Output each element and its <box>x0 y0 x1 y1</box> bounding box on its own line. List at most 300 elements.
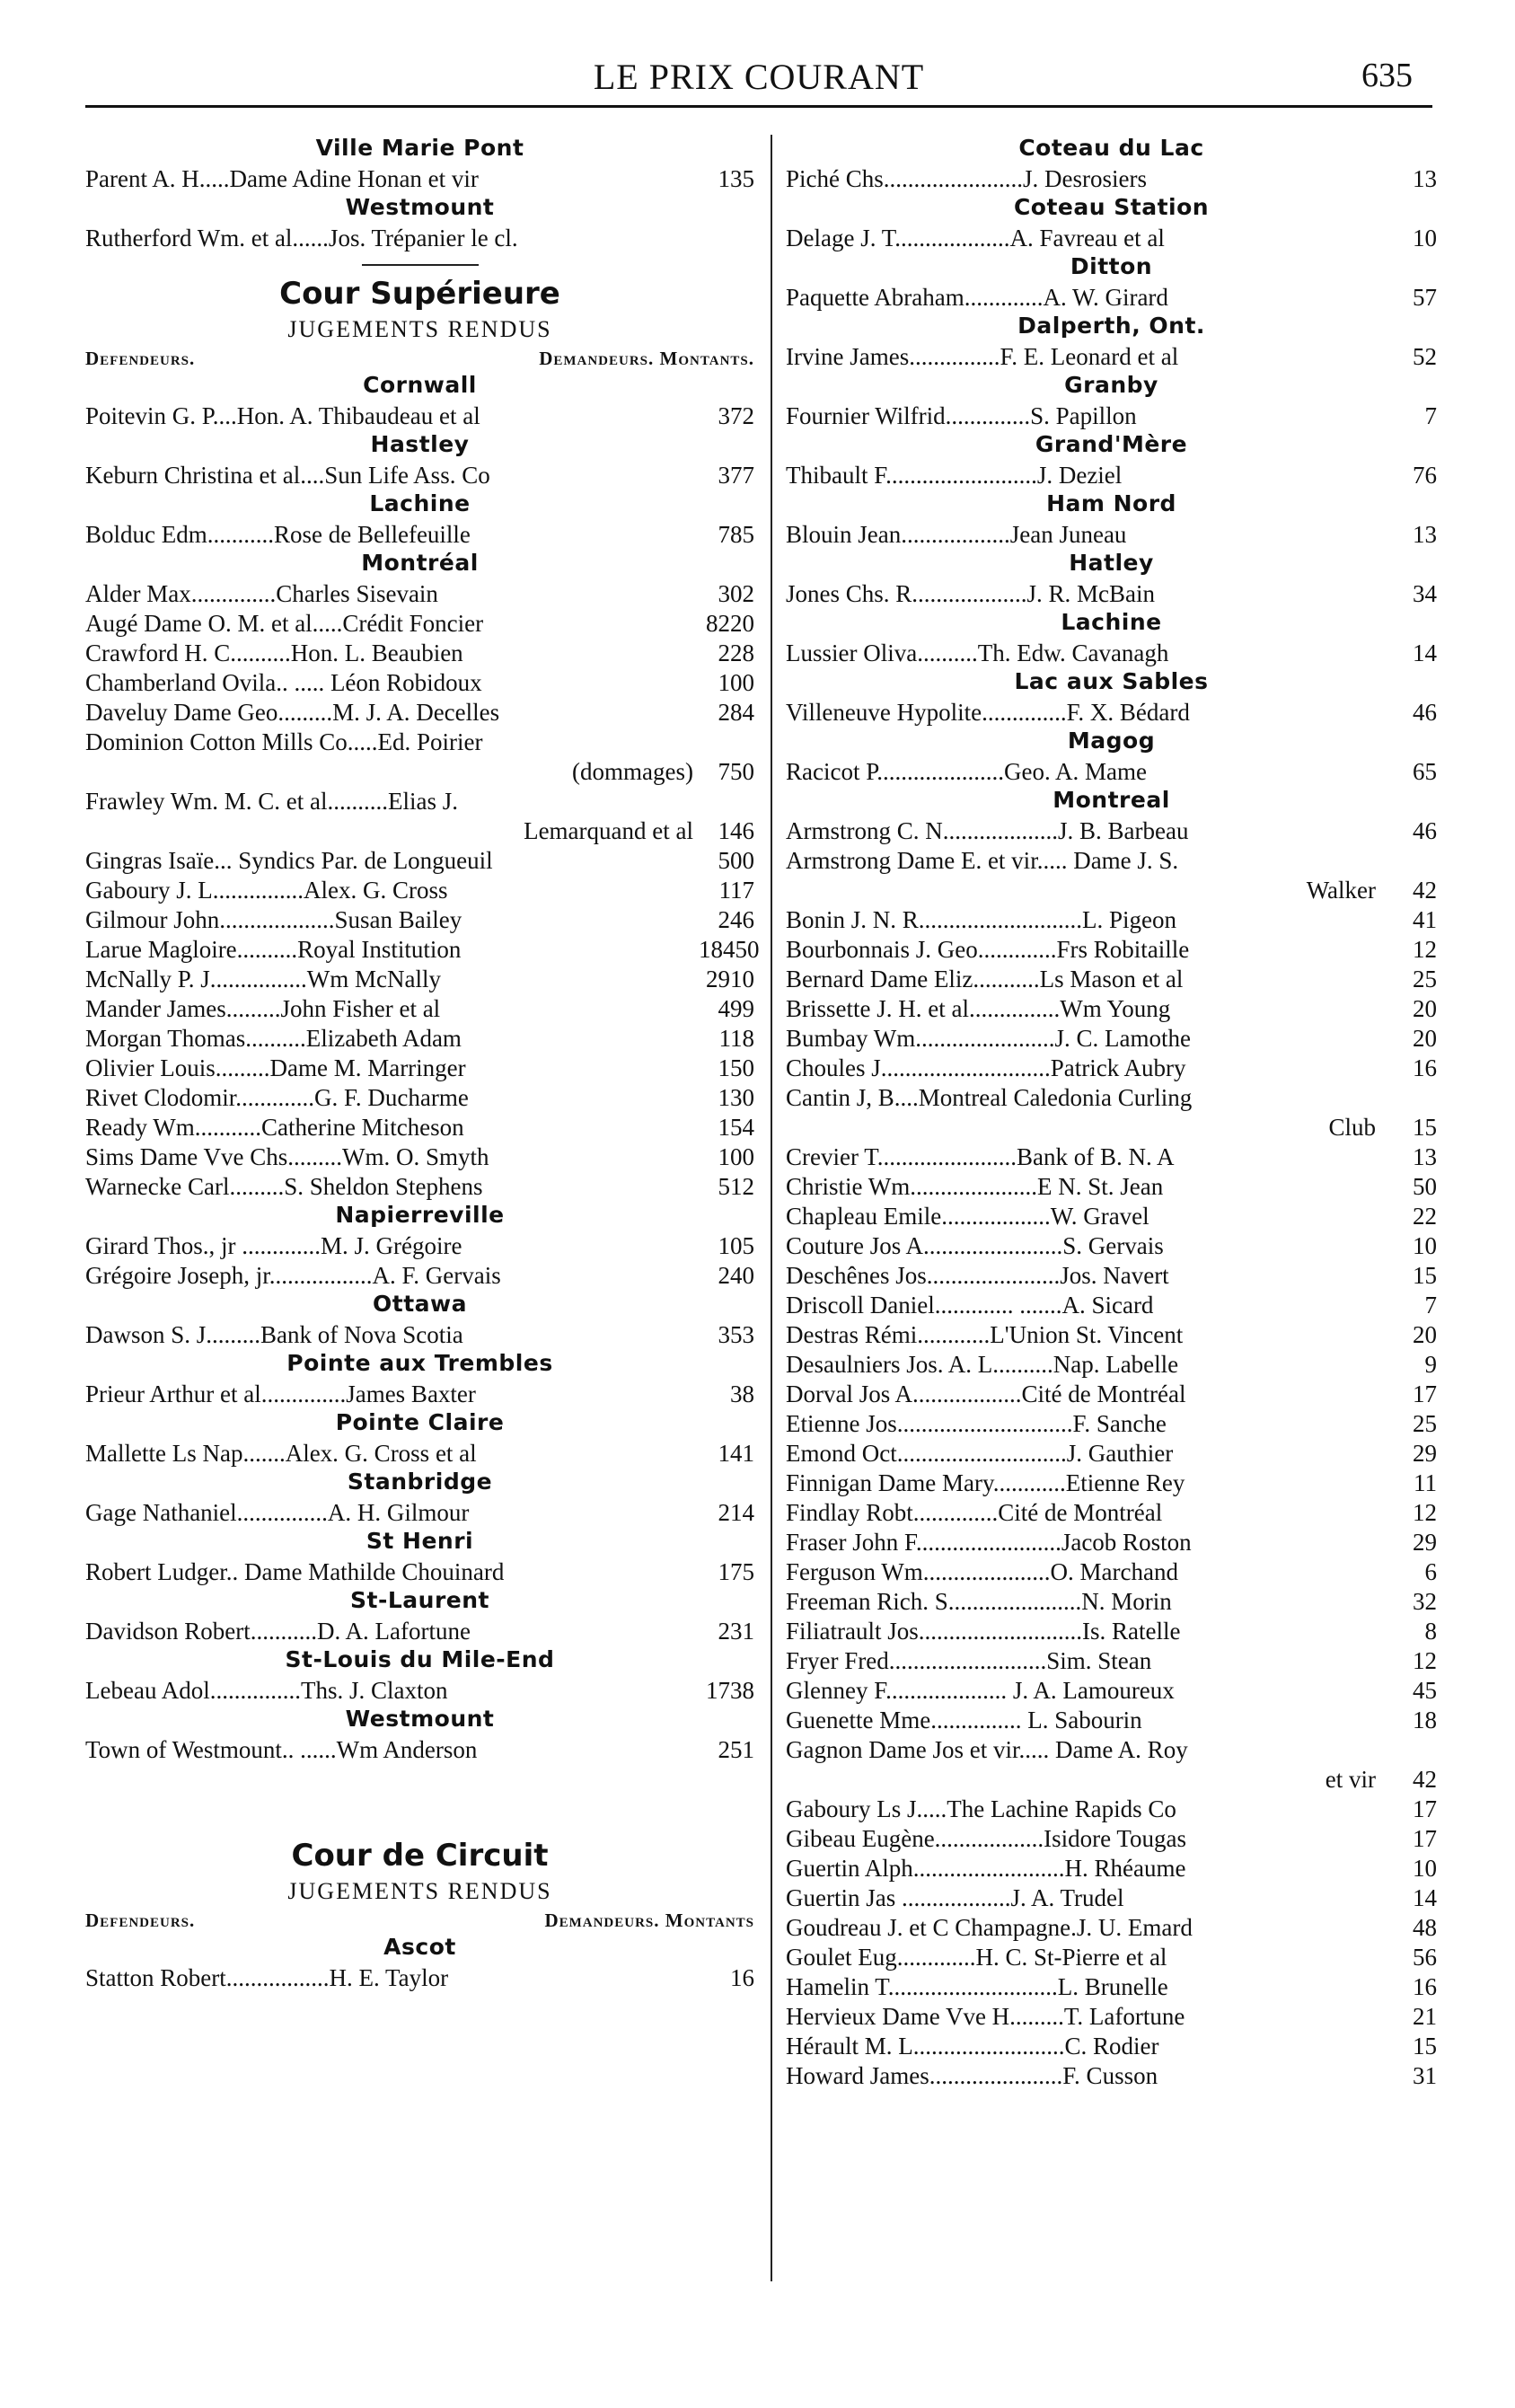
judgment-entry <box>85 164 754 194</box>
entry-parties: Grégoire Joseph, jr.................A. F. Gervais <box>85 1262 501 1289</box>
entry-continuation-text: (dommages) <box>572 758 693 785</box>
entry-amount: 41 <box>1413 906 1437 933</box>
entry-amount: 150 <box>718 1054 754 1081</box>
judgment-entry <box>786 579 1437 609</box>
entry-parties: Gagnon Dame Jos et vir..... Dame A. Roy <box>786 1736 1188 1763</box>
header-rule <box>85 105 1432 108</box>
entry-amount: 15 <box>1413 1262 1437 1289</box>
place-heading: Hatley <box>1069 550 1154 576</box>
judgment-entry <box>786 1172 1437 1202</box>
entry-amount: 76 <box>1413 462 1437 489</box>
entry-amount: 15 <box>1413 1114 1437 1141</box>
spacer <box>85 1765 754 1828</box>
entry-amount: 13 <box>1413 1143 1437 1170</box>
entry-amount: 377 <box>718 462 754 489</box>
entry-parties: Lussier Oliva..........Th. Edw. Cavanagh <box>786 639 1169 666</box>
entry-parties: Poitevin G. P....Hon. A. Thibaudeau et al <box>85 402 480 429</box>
entry-parties: Dawson S. J.........Bank of Nova Scotia <box>85 1321 463 1348</box>
entry-parties: Freeman Rich. S......................N. Morin <box>786 1588 1172 1615</box>
entry-continuation-text: Lemarquand et al <box>524 817 693 844</box>
place-heading: St-Louis du Mile-End <box>285 1646 555 1672</box>
judgment-entry <box>85 1676 754 1706</box>
judgment-entry <box>786 816 1437 846</box>
entry-parties: Gibeau Eugène..................Isidore Tougas <box>786 1825 1187 1852</box>
entry-parties: Warnecke Carl.........S. Sheldon Stephens <box>85 1173 483 1200</box>
entry-parties: Alder Max..............Charles Sisevain <box>85 580 438 607</box>
judgment-entry <box>786 1883 1437 1913</box>
page-number: 635 <box>1361 57 1413 94</box>
judgment-entry <box>786 1587 1437 1617</box>
entry-parties: Gingras Isaïe... Syndics Par. de Longueuil <box>85 847 493 874</box>
place-heading: Ditton <box>1070 253 1153 279</box>
cour-superieure-subtitle: JUGEMENTS RENDUS <box>287 316 552 342</box>
entry-parties: Dorval Jos A..................Cité de Montréal <box>786 1380 1186 1407</box>
cour-circuit-title: Cour de Circuit <box>291 1838 549 1874</box>
entry-amount: 29 <box>1413 1440 1437 1467</box>
entry-parties: Larue Magloire..........Royal Institution <box>85 936 462 963</box>
entry-amount: 20 <box>1413 1025 1437 1052</box>
judgment-entry <box>786 401 1437 431</box>
judgment-entry <box>786 846 1437 876</box>
judgment-entry <box>85 1261 754 1291</box>
judgment-entry <box>85 1380 754 1409</box>
place-heading: Stanbridge <box>347 1469 493 1495</box>
entry-amount: 56 <box>1413 1944 1437 1971</box>
judgment-entry <box>85 668 754 698</box>
judgment-entry <box>85 1113 754 1142</box>
judgment-entry <box>85 876 754 905</box>
entry-amount: 29 <box>1413 1529 1437 1556</box>
entry-parties: Olivier Louis.........Dame M. Marringer <box>85 1054 466 1081</box>
place-heading: Ascot <box>383 1934 456 1960</box>
entry-amount: 25 <box>1413 1410 1437 1437</box>
judgment-entry <box>786 1913 1437 1943</box>
entry-amount: 16 <box>1413 1054 1437 1081</box>
judgment-entry <box>85 1498 754 1528</box>
entry-amount: 57 <box>1413 284 1437 311</box>
entry-amount: 11 <box>1414 1469 1437 1496</box>
entry-parties: McNally P. J................Wm McNally <box>85 966 441 992</box>
entry-parties: Guertin Alph.........................H. Rhéaume <box>786 1855 1186 1882</box>
entry-amount: 512 <box>718 1173 754 1200</box>
judgment-entry <box>85 639 754 668</box>
judgment-entry <box>786 965 1437 994</box>
entry-amount: 1738 <box>706 1677 754 1704</box>
entry-amount: 13 <box>1413 521 1437 548</box>
cour-circuit-column-headings <box>85 1907 754 1934</box>
judgment-entry <box>85 1054 754 1083</box>
entry-amount: 20 <box>1413 995 1437 1022</box>
judgment-entry <box>85 1963 754 1993</box>
cour-superieure-column-headings <box>85 345 754 372</box>
judgment-entry <box>786 164 1437 194</box>
entry-parties: Deschênes Jos......................Jos. Navert <box>786 1262 1169 1289</box>
entry-amount: 353 <box>718 1321 754 1348</box>
entry-parties: Bolduc Edm...........Rose de Bellefeuille <box>85 521 471 548</box>
judgment-entry <box>786 1380 1437 1409</box>
judgment-entry <box>786 639 1437 668</box>
entry-parties: Davidson Robert...........D. A. Lafortune <box>85 1618 471 1645</box>
entry-parties: Gaboury J. L...............Alex. G. Cross <box>85 877 448 904</box>
entry-amount: 7 <box>1424 1292 1437 1319</box>
judgment-entry <box>786 1972 1437 2002</box>
judgment-entry <box>85 846 754 876</box>
place-heading: Ville Marie Pont <box>315 135 524 161</box>
judgment-entry <box>786 1943 1437 1972</box>
col-demandeurs-montants: Demandeurs. Montants <box>544 1910 754 1931</box>
judgment-entry <box>85 698 754 728</box>
entry-amount: 52 <box>1413 343 1437 370</box>
entry-parties: Choules J............................Patrick Aubry <box>786 1054 1186 1081</box>
entry-amount: 251 <box>718 1736 754 1763</box>
entry-parties: Paquette Abraham.............A. W. Girard <box>786 284 1168 311</box>
place-heading: Pointe Claire <box>335 1409 505 1435</box>
judgment-entry <box>85 1320 754 1350</box>
entry-parties: Fryer Fred..........................Sim. Stean <box>786 1647 1152 1674</box>
judgment-entry <box>786 1528 1437 1557</box>
entry-parties: Girard Thos., jr .............M. J. Grégoire <box>85 1232 462 1259</box>
entry-parties: Mallette Ls Nap.......Alex. G. Cross et al <box>85 1440 477 1467</box>
entry-amount: 8220 <box>706 610 754 637</box>
entry-parties: Keburn Christina et al....Sun Life Ass. Co <box>85 462 490 489</box>
entry-parties: Chapleau Emile..................W. Gravel <box>786 1203 1149 1230</box>
entry-parties: Couture Jos A.......................S. Gervais <box>786 1232 1164 1259</box>
judgment-entry <box>786 342 1437 372</box>
judgment-entry <box>85 224 754 253</box>
entry-amount: 499 <box>718 995 754 1022</box>
judgment-entry <box>786 1469 1437 1498</box>
entry-amount: 65 <box>1413 758 1437 785</box>
entry-amount: 10 <box>1413 1855 1437 1882</box>
judgment-entry <box>85 401 754 431</box>
entry-parties: Crevier T.......................Bank of B. N. A <box>786 1143 1175 1170</box>
entry-amount: 16 <box>730 1964 754 1991</box>
entry-parties: Howard James......................F. Cusson <box>786 2062 1158 2089</box>
entry-parties: Thibault F.........................J. Deziel <box>786 462 1123 489</box>
entry-amount: 100 <box>718 669 754 696</box>
judgment-entry <box>85 579 754 609</box>
judgment-entry <box>786 283 1437 313</box>
entry-parties: Blouin Jean..................Jean Juneau <box>786 521 1127 548</box>
judgment-entry <box>786 1291 1437 1320</box>
entry-amount: 17 <box>1413 1795 1437 1822</box>
entry-parties: Armstrong Dame E. et vir..... Dame J. S. <box>786 847 1179 874</box>
judgment-entry <box>786 1854 1437 1883</box>
entry-amount: 13 <box>1413 165 1437 192</box>
judgment-entry <box>85 1439 754 1469</box>
judgment-entry <box>786 1735 1437 1765</box>
entry-parties: Fraser John F........................Jacob Roston <box>786 1529 1192 1556</box>
entry-parties: Robert Ludger.. Dame Mathilde Chouinard <box>85 1558 505 1585</box>
entry-parties: Finnigan Dame Mary............Etienne Rey <box>786 1469 1185 1496</box>
entry-parties: Irvine James...............F. E. Leonard et al <box>786 343 1179 370</box>
entry-parties: Gilmour John...................Susan Bailey <box>85 906 462 933</box>
judgment-entry <box>85 609 754 639</box>
entry-amount: 228 <box>718 639 754 666</box>
place-heading: St Henri <box>366 1528 474 1554</box>
judgment-entry <box>85 965 754 994</box>
entry-parties: Gaboury Ls J.....The Lachine Rapids Co <box>786 1795 1176 1822</box>
entry-parties: Ferguson Wm.....................O. Marchand <box>786 1558 1178 1585</box>
entry-amount: 302 <box>718 580 754 607</box>
judgment-entry <box>786 2061 1437 2091</box>
place-heading: Coteau du Lac <box>1018 135 1204 161</box>
entry-parties: Piché Chs.......................J. Desrosiers <box>786 165 1147 192</box>
entry-amount: 31 <box>1413 2062 1437 2089</box>
place-heading: Pointe aux Trembles <box>286 1350 553 1376</box>
entry-parties: Frawley Wm. M. C. et al..........Elias J. <box>85 788 458 815</box>
entry-parties: Brissette J. H. et al...............Wm Young <box>786 995 1171 1022</box>
cour-circuit-entries <box>85 1934 754 1993</box>
page-header <box>85 52 1432 106</box>
entry-parties: Bumbay Wm.......................J. C. Lamothe <box>786 1025 1191 1052</box>
place-heading: Dalperth, Ont. <box>1017 313 1205 339</box>
judgment-entry-continuation <box>786 1113 1437 1142</box>
entry-amount: 14 <box>1413 639 1437 666</box>
entry-parties: Chamberland Ovila.. ..... Léon Robidoux <box>85 669 482 696</box>
judgment-entry <box>786 1142 1437 1172</box>
entry-amount: 105 <box>718 1232 754 1259</box>
judgment-entry <box>786 1409 1437 1439</box>
entry-amount: 17 <box>1413 1380 1437 1407</box>
entry-parties: Glenney F.................... J. A. Lamoureux <box>786 1677 1175 1704</box>
judgment-entry <box>786 1498 1437 1528</box>
place-heading: Lac aux Sables <box>1014 668 1209 694</box>
entry-parties: Parent A. H.....Dame Adine Honan et vir <box>85 165 479 192</box>
right-entries <box>786 135 1437 2091</box>
place-heading: Lachine <box>1061 609 1162 635</box>
entry-parties: Rivet Clodomir.............G. F. Ducharme <box>85 1084 469 1111</box>
entry-amount: 46 <box>1413 817 1437 844</box>
entry-amount: 2910 <box>706 966 754 992</box>
entry-parties: Findlay Robt..............Cité de Montréal <box>786 1499 1163 1526</box>
judgment-entry <box>85 1231 754 1261</box>
entry-amount: 14 <box>1413 1884 1437 1911</box>
entry-amount: 135 <box>718 165 754 192</box>
judgment-entry <box>786 757 1437 787</box>
judgment-entry <box>786 1706 1437 1735</box>
entry-parties: Hamelin T............................L. Brunelle <box>786 1973 1168 2000</box>
place-heading: Ottawa <box>373 1291 467 1317</box>
judgment-entry <box>85 1024 754 1054</box>
judgment-entry <box>85 1083 754 1113</box>
entry-amount: 785 <box>718 521 754 548</box>
judgment-entry <box>786 1824 1437 1854</box>
judgment-entry <box>786 2032 1437 2061</box>
cour-superieure-title: Cour Supérieure <box>279 276 560 312</box>
entry-amount: 22 <box>1413 1203 1437 1230</box>
entry-amount: 34 <box>1413 580 1437 607</box>
entry-amount: 18450 <box>699 936 760 963</box>
entry-amount: 231 <box>718 1618 754 1645</box>
judgment-entry <box>786 1231 1437 1261</box>
entry-amount: 214 <box>718 1499 754 1526</box>
entry-parties: Daveluy Dame Geo.........M. J. A. Decelles <box>85 699 500 726</box>
entry-amount: 175 <box>718 1558 754 1585</box>
entry-amount: 8 <box>1424 1618 1437 1645</box>
entry-parties: Desaulniers Jos. A. L..........Nap. Labelle <box>786 1351 1179 1378</box>
judgment-entry <box>786 1646 1437 1676</box>
place-heading: Westmount <box>345 194 495 220</box>
entry-parties: Morgan Thomas..........Elizabeth Adam <box>85 1025 462 1052</box>
entry-parties: Destras Rémi............L'Union St. Vincent <box>786 1321 1184 1348</box>
place-heading: Lachine <box>369 490 471 516</box>
entry-parties: Etienne Jos.............................F. Sanche <box>786 1410 1167 1437</box>
left-block-top <box>85 135 754 253</box>
judgment-entry <box>85 935 760 965</box>
entry-amount: 25 <box>1413 966 1437 992</box>
place-heading: Coteau Station <box>1013 194 1210 220</box>
judgment-entry <box>786 461 1437 490</box>
entry-amount: 16 <box>1413 1973 1437 2000</box>
place-heading: Cornwall <box>363 372 477 398</box>
entry-parties: Christie Wm.....................E N. St. Jean <box>786 1173 1164 1200</box>
judgment-entry <box>786 1202 1437 1231</box>
entry-amount: 12 <box>1413 936 1437 963</box>
entry-continuation-text: Club <box>1328 1114 1376 1141</box>
judgment-entry <box>786 935 1437 965</box>
entry-continuation-text: Walker <box>1306 877 1376 904</box>
entry-parties: Hérault M. L.........................C. Rodier <box>786 2033 1159 2060</box>
entry-parties: Guertin Jas ..................J. A. Trudel <box>786 1884 1124 1911</box>
place-heading: Ham Nord <box>1046 490 1176 516</box>
entry-parties: Bernard Dame Eliz...........Ls Mason et al <box>786 966 1184 992</box>
entry-amount: 154 <box>718 1114 754 1141</box>
col-demandeurs-montants: Demandeurs. Montants. <box>539 348 754 369</box>
running-title: LE PRIX COURANT <box>593 57 925 97</box>
entry-amount: 141 <box>718 1440 754 1467</box>
judgment-entry <box>85 461 754 490</box>
entry-parties: Jones Chs. R...................J. R. McBain <box>786 580 1156 607</box>
judgment-entry-continuation <box>786 876 1437 905</box>
entry-amount: 10 <box>1413 1232 1437 1259</box>
entry-amount: 45 <box>1413 1677 1437 1704</box>
left-column <box>85 135 760 1993</box>
entry-parties: Cantin J, B....Montreal Caledonia Curling <box>786 1084 1193 1111</box>
place-heading: Granby <box>1064 372 1158 398</box>
judgment-entry <box>85 728 754 757</box>
entry-amount: 38 <box>730 1380 754 1407</box>
entry-amount: 50 <box>1413 1173 1437 1200</box>
judgment-entry <box>85 994 754 1024</box>
entry-parties: Gage Nathaniel...............A. H. Gilmour <box>85 1499 470 1526</box>
place-heading: Montréal <box>361 550 479 576</box>
judgment-entry <box>786 1320 1437 1350</box>
entry-amount: 372 <box>718 402 754 429</box>
place-heading: Montreal <box>1053 787 1170 813</box>
entry-parties: Mander James.........John Fisher et al <box>85 995 441 1022</box>
right-column <box>786 135 1437 2091</box>
col-defendeurs: Defendeurs. <box>85 1910 196 1931</box>
entry-amount: 246 <box>718 906 754 933</box>
judgment-entry <box>786 905 1437 935</box>
entry-amount: 21 <box>1413 2003 1437 2030</box>
entry-amount: 18 <box>1413 1707 1437 1733</box>
entry-parties: Bonin J. N. R...........................L. Pigeon <box>786 906 1177 933</box>
cour-circuit-subtitle: JUGEMENTS RENDUS <box>287 1878 552 1904</box>
judgment-entry <box>786 520 1437 550</box>
place-heading: Hastley <box>370 431 470 457</box>
entry-parties: Goudreau J. et C Champagne.J. U. Emard <box>786 1914 1193 1941</box>
entry-parties: Fournier Wilfrid..............S. Papillon <box>786 402 1137 429</box>
judgment-entry <box>85 520 754 550</box>
entry-amount: 146 <box>718 817 754 844</box>
entry-parties: Filiatrault Jos...........................Is. Ratelle <box>786 1618 1181 1645</box>
judgment-entry <box>786 1261 1437 1291</box>
entry-amount: 48 <box>1413 1914 1437 1941</box>
section-divider <box>362 264 479 266</box>
entry-amount: 500 <box>718 847 754 874</box>
entry-amount: 42 <box>1413 877 1437 904</box>
entry-amount: 17 <box>1413 1825 1437 1852</box>
judgment-entry <box>85 1735 754 1765</box>
entry-parties: Armstrong C. N...................J. B. Barbeau <box>786 817 1189 844</box>
place-heading: Westmount <box>345 1706 495 1732</box>
entry-parties: Goulet Eug.............H. C. St-Pierre et al <box>786 1944 1167 1971</box>
judgment-entry-continuation <box>85 757 754 787</box>
judgment-entry <box>85 1557 754 1587</box>
entry-amount: 118 <box>718 1025 754 1052</box>
judgment-entry <box>786 1083 1437 1113</box>
place-heading: Grand'Mère <box>1035 431 1188 457</box>
entry-amount: 240 <box>718 1262 754 1289</box>
entry-parties: Statton Robert.................H. E. Taylor <box>85 1964 449 1991</box>
col-defendeurs: Defendeurs. <box>85 348 196 369</box>
entry-parties: Ready Wm...........Catherine Mitcheson <box>85 1114 464 1141</box>
entry-parties: Driscoll Daniel............. .......A. Sicard <box>786 1292 1154 1319</box>
judgment-entry <box>786 1054 1437 1083</box>
judgment-entry <box>786 1024 1437 1054</box>
entry-parties: Lebeau Adol...............Ths. J. Claxton <box>85 1677 448 1704</box>
entry-parties: Bourbonnais J. Geo.............Frs Robitaille <box>786 936 1190 963</box>
entry-amount: 12 <box>1413 1647 1437 1674</box>
entry-parties: Emond Oct............................J. Gauthier <box>786 1440 1174 1467</box>
judgment-entry <box>786 2002 1437 2032</box>
entry-amount: 7 <box>1424 402 1437 429</box>
entry-amount: 750 <box>718 758 754 785</box>
judgment-entry-continuation <box>786 1765 1437 1795</box>
judgment-entry <box>85 1142 754 1172</box>
judgment-entry <box>85 787 754 816</box>
entry-amount: 32 <box>1413 1588 1437 1615</box>
entry-parties: Rutherford Wm. et al......Jos. Trépanier le cl. <box>85 225 518 251</box>
entry-parties: Hervieux Dame Vve H.........T. Lafortune <box>786 2003 1185 2030</box>
place-heading: Magog <box>1067 728 1156 754</box>
entry-amount: 117 <box>718 877 754 904</box>
judgment-entry <box>85 1617 754 1646</box>
entry-parties: Augé Dame O. M. et al.....Crédit Foncier <box>85 610 484 637</box>
entry-parties: Prieur Arthur et al..............James Baxter <box>85 1380 476 1407</box>
entry-parties: Delage J. T...................A. Favreau et al <box>786 225 1165 251</box>
judgment-entry <box>786 224 1437 253</box>
judgment-entry <box>786 994 1437 1024</box>
entry-amount: 15 <box>1413 2033 1437 2060</box>
entry-parties: Dominion Cotton Mills Co.....Ed. Poirier <box>85 728 483 755</box>
entry-continuation-text: et vir <box>1325 1766 1376 1793</box>
entry-parties: Racicot P.....................Geo. A. Mame <box>786 758 1147 785</box>
entry-amount: 46 <box>1413 699 1437 726</box>
entry-parties: Sims Dame Vve Chs.........Wm. O. Smyth <box>85 1143 489 1170</box>
entry-amount: 12 <box>1413 1499 1437 1526</box>
judgment-entry <box>786 1617 1437 1646</box>
place-heading: St-Laurent <box>350 1587 489 1613</box>
judgment-entry <box>786 1439 1437 1469</box>
judgment-entry <box>85 905 754 935</box>
entry-parties: Guenette Mme............... L. Sabourin <box>786 1707 1142 1733</box>
entry-parties: Villeneuve Hypolite..............F. X. Bédard <box>786 699 1190 726</box>
judgment-entry <box>786 1795 1437 1824</box>
entry-parties: Crawford H. C..........Hon. L. Beaubien <box>85 639 463 666</box>
